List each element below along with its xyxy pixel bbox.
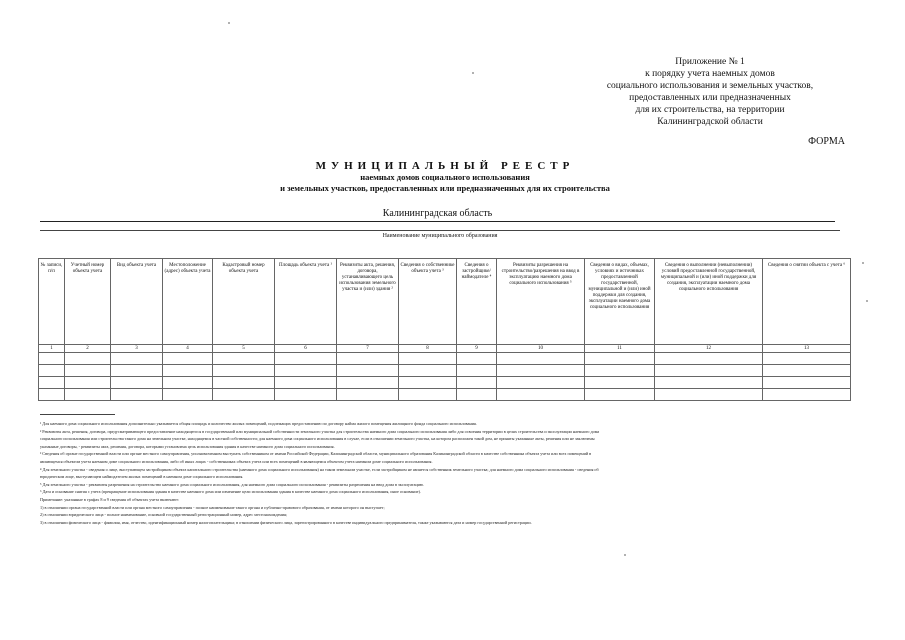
title-subtitle: наемных домов социального использования [360, 172, 530, 182]
table-row [39, 365, 851, 377]
column-number: 4 [163, 345, 213, 353]
table-cell [65, 353, 111, 365]
appendix-block [560, 56, 860, 128]
header-cell: Сведения о выполнении (невыполнении) условий предоставленной государственной, муниципальной и (или) иной поддержки для создания, эксплуатации наемного дома социального использования [655, 259, 763, 345]
title-main: МУНИЦИПАЛЬНЫЙ РЕЕСТР [315, 160, 575, 172]
header-cell: Сведения о застройщике/ наймодателе ⁴ [457, 259, 497, 345]
column-number: 12 [655, 345, 763, 353]
table-cell [65, 377, 111, 389]
column-number: 5 [213, 345, 275, 353]
footnote-line: юридическом лице, выступающем наймодателем жилых помещений в наемном доме социального использования. [40, 474, 244, 480]
table-cell [763, 353, 851, 365]
table-cell [275, 353, 337, 365]
table-cell [399, 353, 457, 365]
table-cell [457, 389, 497, 401]
header-cell: Сведения о снятии объекта с учета ⁶ [763, 259, 851, 345]
header-cell: Вид объекта учета [111, 259, 163, 345]
table-cell [39, 353, 65, 365]
table-cell [275, 365, 337, 377]
header-cell: Реквизиты разрешения на строительство/разрешения на ввод в эксплуатацию наемного дома социального использования ⁵ [497, 259, 585, 345]
table-cell [111, 377, 163, 389]
scan-speck [862, 262, 864, 264]
scan-speck [866, 300, 868, 302]
table-cell [457, 365, 497, 377]
table-row [39, 377, 851, 389]
table-cell [655, 353, 763, 365]
title-subtitle: и земельных участков, предоставленных или предназначенных для их строительства [280, 183, 610, 193]
column-number-row [39, 345, 851, 353]
table-cell [163, 365, 213, 377]
table-cell [39, 389, 65, 401]
column-number: 11 [585, 345, 655, 353]
table-cell [337, 389, 399, 401]
table-cell [163, 377, 213, 389]
appendix-line: предоставленных или предназначенных [629, 93, 791, 103]
table-cell [163, 389, 213, 401]
header-cell: Сведения о видах, объемах, условиях и источниках предоставленной государственной, муниципальной и (или) иной поддержки для создания, эксплуатации наемного дома социального использования [585, 259, 655, 345]
scan-speck [472, 72, 474, 74]
table-cell [399, 377, 457, 389]
table-cell [163, 353, 213, 365]
table-cell [655, 389, 763, 401]
table-cell [111, 389, 163, 401]
column-number: 6 [275, 345, 337, 353]
table-cell [337, 353, 399, 365]
table-cell [275, 377, 337, 389]
appendix-line: Калининградской области [657, 117, 763, 127]
column-number: 10 [497, 345, 585, 353]
footnote-line: социального использования или строительства такого дома на земельном участке, находящемся в частной собственности; для наемного дома социального использования в случае, если в отношении земельного участка, на котором расположен такой дом, не приняты указанные акты, решения или не заключены [40, 436, 595, 442]
column-number: 1 [39, 345, 65, 353]
footnote-divider [40, 414, 115, 415]
table-cell [763, 365, 851, 377]
table-cell [213, 365, 275, 377]
table-cell [39, 365, 65, 377]
footnote-line: ² Реквизиты акта, решения, договора, предусматривающего предоставление находящегося в государственной или муниципальной собственности земельного участка для строительства наемного дома социального использования либо для освоения территории в целях строительства и эксплуатации наемного дома [40, 428, 600, 434]
header-cell: Реквизиты акта, решения, договора, устанавливающего цель использования земельного участка и (или) здания ² [337, 259, 399, 345]
table-cell [763, 377, 851, 389]
header-cell: № записи, п/п [39, 259, 65, 345]
registry-table [38, 258, 851, 401]
table-cell [585, 389, 655, 401]
table-cell [497, 389, 585, 401]
table-cell [457, 353, 497, 365]
table-row [39, 389, 851, 401]
scan-speck [624, 554, 626, 556]
table-cell [585, 353, 655, 365]
table-cell [213, 377, 275, 389]
appendix-line: социального использования и земельных участков, [606, 81, 814, 91]
region-name: Калининградская область [40, 208, 835, 222]
table-cell [213, 353, 275, 365]
header-cell: Учетный номер объекта учета [65, 259, 111, 345]
footnote-line: ¹ Для наемного дома социального использования дополнительно указывается общая площадь и количество жилых помещений, подлежащих предоставлению по договору найма жилого помещения жилищного фонда социального использования. [40, 421, 477, 426]
footnote-line: ⁴ Для земельного участка - сведения о лице, выступающем застройщиком объекта капитального строительства (наемного дома социального использования) на таком земельном участке, если застройщиком не является собственник земельного участка; для наемного дома социального использования - сведения об [40, 466, 599, 472]
table-cell [39, 377, 65, 389]
column-number: 2 [65, 345, 111, 353]
form-label: ФОРМА [808, 136, 845, 147]
column-number: 9 [457, 345, 497, 353]
appendix-line: к порядку учета наемных домов [645, 69, 775, 79]
footnote-line: Примечание: указанные в графах 8 и 9 сведения об объектах учета включают: [40, 496, 180, 502]
table-cell [275, 389, 337, 401]
footnote-line: ⁶ Дата и основание снятия с учета (прекращение использования здания в качестве наемного дома или изменение цели использования здания в качестве наемного дома социального использования, иное основание). [40, 489, 421, 495]
table-row [39, 353, 851, 365]
table-cell [655, 365, 763, 377]
table-cell [497, 377, 585, 389]
column-number: 3 [111, 345, 163, 353]
table-cell [763, 389, 851, 401]
footnote-line: 1) в отношении органа государственной власти или органа местного самоуправления - полное наименование такого органа и публично-правового образования, от имени которого он выступает; [40, 504, 385, 510]
header-cell: Сведения о собственнике объекта учета ³ [399, 259, 457, 345]
appendix-line: для их строительства, на территории [635, 105, 785, 115]
table-cell [497, 353, 585, 365]
table-cell [65, 365, 111, 377]
column-number: 7 [337, 345, 399, 353]
footnotes [40, 420, 852, 526]
table-cell [337, 365, 399, 377]
footnote-line: ⁵ Для земельного участка - реквизиты разрешения на строительство наемного дома социального использования, для наемного дома социального использования - реквизиты разрешения на ввод дома в эксплуатацию. [40, 481, 425, 487]
footnote-line: являющемся объектом учета наемном доме социального использования, либо об иных лицах - собственниках объекта учета или всех помещений в являющемся объектом учета наемном доме социального использования. [40, 458, 433, 464]
table-cell [585, 365, 655, 377]
scan-speck [228, 22, 230, 24]
table-cell [111, 365, 163, 377]
table-cell [337, 377, 399, 389]
header-row [39, 259, 851, 345]
table-cell [457, 377, 497, 389]
appendix-line: Приложение № 1 [675, 57, 745, 67]
footnote-line: ³ Сведения об органе государственной власти или органе местного самоуправления, уполномоченном выступать собственником от имени Российской Федерации, Калининградской области, муниципального образования Калининградской области в качестве собственника объекта учета или всех помещений в [40, 451, 592, 457]
document-title [40, 160, 850, 194]
divider [40, 230, 840, 231]
header-cell: Местоположение (адрес) объекта учета [163, 259, 213, 345]
table-cell [213, 389, 275, 401]
column-number: 13 [763, 345, 851, 353]
column-number: 8 [399, 345, 457, 353]
table-cell [111, 353, 163, 365]
table-cell [585, 377, 655, 389]
table-cell [399, 365, 457, 377]
header-cell: Площадь объекта учета ¹ [275, 259, 337, 345]
region-caption: Наименование муниципального образования [382, 233, 498, 239]
table-cell [655, 377, 763, 389]
table-cell [65, 389, 111, 401]
header-cell: Кадастровый номер объекта учета [213, 259, 275, 345]
footnote-line: указанные договоры, - реквизиты акта, решения, договора, которыми установлена цель использования здания в качестве наемного дома социального использования. [40, 443, 335, 449]
table-cell [497, 365, 585, 377]
table-body [39, 353, 851, 401]
table-cell [399, 389, 457, 401]
footnote-line: 2) в отношении юридического лица - полное наименование, основной государственный регистрационный номер, адрес местонахождения; [40, 512, 288, 518]
footnote-line: 3) в отношении физического лица - фамилия, имя, отчество, идентификационный номер налогоплательщика; в отношении физического лица, зарегистрированного в качестве индивидуального предпринимателя, также указываются дата и номер государственной регистрации. [40, 519, 532, 525]
